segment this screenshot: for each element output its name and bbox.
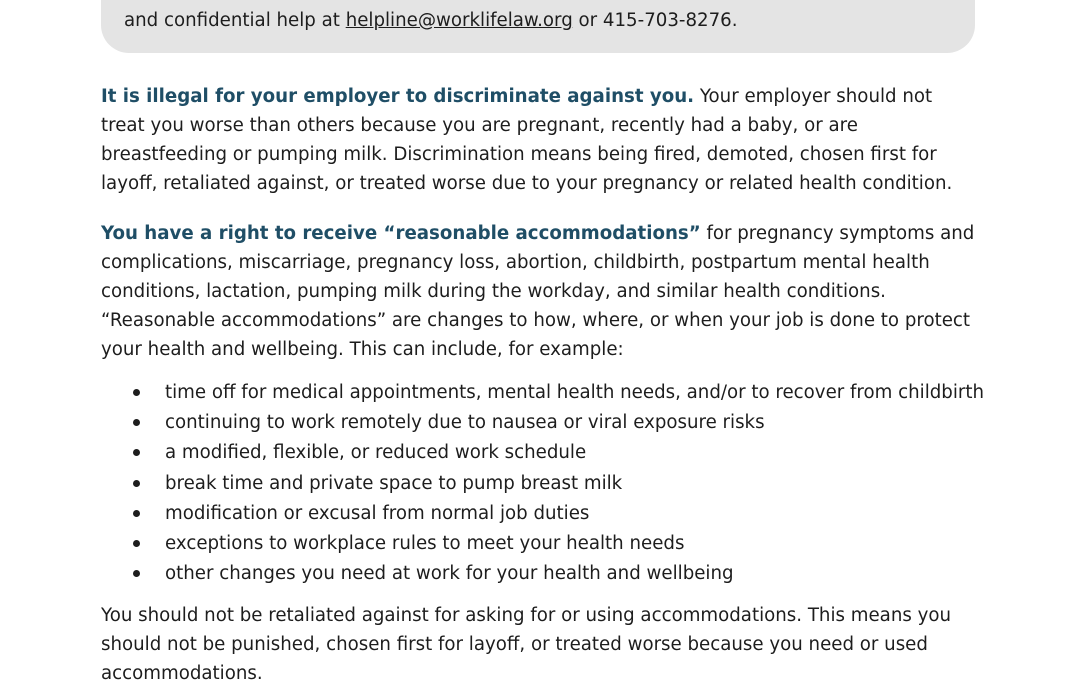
- discrimination-lead: It is illegal for your employer to discriminate against you.: [101, 86, 695, 107]
- list-item: [101, 408, 981, 438]
- list-item: [101, 529, 981, 559]
- list-item: [101, 438, 981, 468]
- legal-help-callout: [101, 0, 975, 53]
- list-item-text: continuing to work remotely due to nausea or viral exposure risks: [165, 412, 765, 434]
- bullet-dot-icon: [133, 570, 140, 577]
- accommodations-paragraph: [101, 219, 981, 364]
- bullet-dot-icon: [133, 449, 140, 456]
- list-item-text: modification or excusal from normal job duties: [165, 502, 590, 524]
- list-item-text: break time and private space to pump breast milk: [165, 472, 623, 494]
- bullet-dot-icon: [133, 540, 140, 547]
- discrimination-paragraph: [101, 82, 981, 198]
- list-item-text: other changes you need at work for your health and wellbeing: [165, 563, 734, 585]
- callout-line-2-prefix: and confidential help at: [124, 10, 346, 31]
- list-item-text: exceptions to workplace rules to meet your health needs: [165, 532, 685, 554]
- helpline-email-link[interactable]: helpline@worklifelaw.org: [345, 10, 573, 31]
- callout-line-2: [124, 6, 738, 35]
- bullet-dot-icon: [133, 419, 140, 426]
- list-item: [101, 499, 981, 529]
- accommodation-examples-list: [101, 378, 985, 589]
- bullet-dot-icon: [133, 510, 140, 517]
- bullet-dot-icon: [133, 480, 140, 487]
- accommodations-lead: You have a right to receive “reasonable accommodations”: [101, 223, 701, 244]
- list-item: [101, 469, 981, 499]
- list-item: [101, 378, 985, 408]
- retaliation-body: You should not be retaliated against for asking for or using accommodations. This means you should not be punished, chosen first for layoff, or treated worse because you need or used accommodations.: [101, 605, 952, 684]
- list-item: [101, 559, 981, 589]
- accommodations-body: for pregnancy symptoms and complications, miscarriage, pregnancy loss, abortion, childbirth, postpartum mental health conditions, lactation, pumping milk during the workday, and similar health conditions. “Reasonable accommodations” are changes to how, where, or when your job is done to protect your health and wellbeing. This can include, for example:: [101, 223, 975, 360]
- list-item-text: time off for medical appointments, mental health needs, and/or to recover from childbirth: [165, 382, 985, 403]
- bullet-dot-icon: [133, 389, 140, 396]
- list-item-text: a modified, flexible, or reduced work schedule: [165, 442, 587, 464]
- discrimination-body: Your employer should not treat you worse than others because you are pregnant, recently had a baby, or are breastfeeding or pumping milk. Discrimination means being fired, demoted, chosen first for layoff, retaliated against, or treated worse due to your pregnancy or related health condition.: [101, 86, 953, 194]
- callout-line-2-suffix: or 415-703-8276.: [572, 10, 738, 31]
